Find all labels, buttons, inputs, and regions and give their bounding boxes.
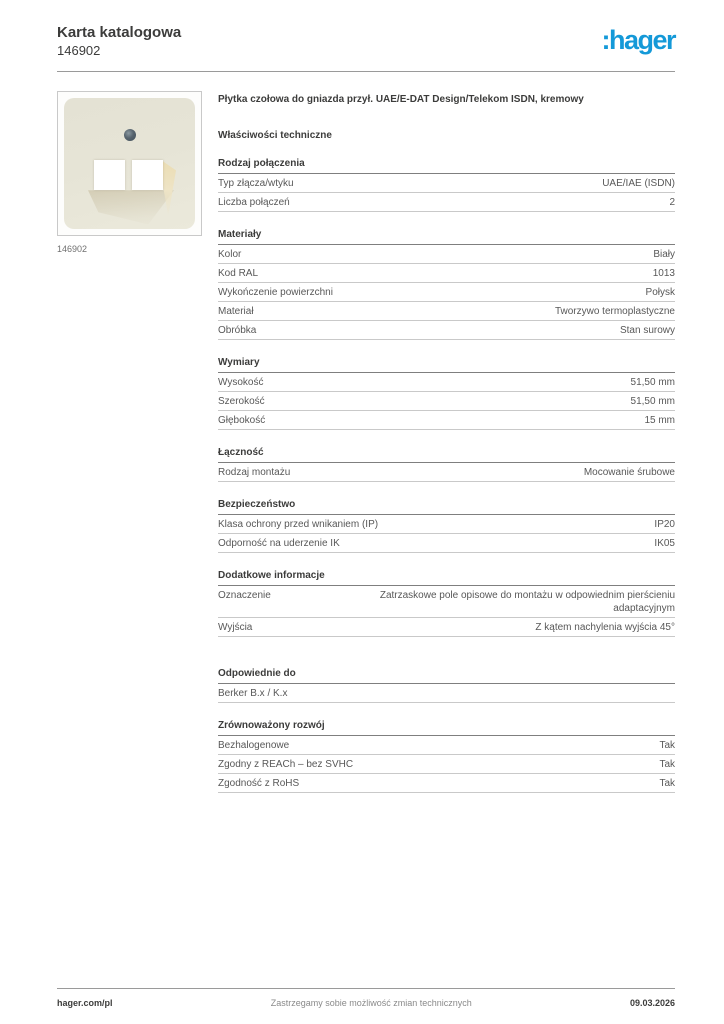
header-divider <box>57 71 675 72</box>
section-lacznosc <box>218 447 675 482</box>
spec-value: 2 <box>669 197 675 209</box>
section-title: Bezpieczeństwo <box>218 499 675 515</box>
table-row <box>218 245 675 264</box>
faceplate-fold-highlight <box>163 160 176 216</box>
table-row <box>218 534 675 553</box>
spec-value: 51,50 mm <box>630 377 675 389</box>
spec-value: Mocowanie śrubowe <box>583 467 675 479</box>
screw-icon <box>124 129 136 141</box>
spec-label: Wyjścia <box>218 622 253 634</box>
table-row <box>218 755 675 774</box>
table-row <box>218 283 675 302</box>
table-row <box>218 411 675 430</box>
table-row <box>218 684 675 703</box>
section-dodatkowe-informacje <box>218 570 675 637</box>
section-title: Dodatkowe informacje <box>218 570 675 586</box>
section-title: Zrównoważony rozwój <box>218 720 675 736</box>
spec-label: Liczba połączeń <box>218 197 290 209</box>
product-image <box>57 91 202 236</box>
spec-value: Z kątem nachylenia wyjścia 45° <box>535 622 675 634</box>
spec-label: Kod RAL <box>218 268 259 280</box>
section-title: Rodzaj połączenia <box>218 158 675 174</box>
spec-value: Tak <box>659 740 675 752</box>
spec-label: Wykończenie powierzchni <box>218 287 333 299</box>
table-row <box>218 463 675 482</box>
header-titles <box>57 24 181 58</box>
spec-label: Rodzaj montażu <box>218 467 291 479</box>
jack-opening-right <box>132 160 163 190</box>
table-row <box>218 618 675 637</box>
footer-disclaimer: Zastrzegamy sobie możliwość zmian technicznych <box>270 998 472 1008</box>
spec-value: IP20 <box>654 519 675 531</box>
spec-value: 1013 <box>652 268 675 280</box>
section-materialy <box>218 229 675 340</box>
spec-value: Tworzywo termoplastyczne <box>554 306 675 318</box>
section-bezpieczenstwo <box>218 499 675 553</box>
properties-heading: Właściwości techniczne <box>218 130 332 142</box>
table-row <box>218 515 675 534</box>
spec-label: Typ złącza/wtyku <box>218 178 294 190</box>
spec-value: 51,50 mm <box>630 396 675 408</box>
spec-value: Połysk <box>645 287 675 299</box>
section-rodzaj-polaczenia <box>218 158 675 212</box>
table-row <box>218 193 675 212</box>
spec-label: Obróbka <box>218 325 257 337</box>
spec-label: Zgodny z REACh – bez SVHC <box>218 759 354 771</box>
section-odpowiednie-do <box>218 668 675 703</box>
spec-value: Stan surowy <box>619 325 675 337</box>
spec-label: Bezhalogenowe <box>218 740 290 752</box>
spec-label: Oznaczenie <box>218 590 271 602</box>
product-image-column <box>57 91 202 793</box>
section-zrownowazony-rozwoj <box>218 720 675 793</box>
spec-label: Odporność na uderzenie IK <box>218 538 340 550</box>
main-content <box>57 91 675 793</box>
spec-value: Tak <box>659 759 675 771</box>
jack-opening-left <box>94 160 125 190</box>
table-row <box>218 174 675 193</box>
product-description: Płytka czołowa do gniazda przył. UAE/E-DAT Design/Telekom ISDN, kremowy <box>218 94 584 106</box>
faceplate-shadow <box>88 190 174 228</box>
spec-label: Materiał <box>218 306 254 318</box>
section-title: Odpowiednie do <box>218 668 675 684</box>
spec-label: Głębokość <box>218 415 266 427</box>
spec-value: Zatrzaskowe pole opisowe do montażu w odpowiednim pierścieniu adaptacyjnym <box>379 590 675 615</box>
spec-label: Klasa ochrony przed wnikaniem (IP) <box>218 519 379 531</box>
image-caption: 146902 <box>57 244 88 255</box>
spec-label: Wysokość <box>218 377 264 389</box>
spec-label: Berker B.x / K.x <box>218 688 288 700</box>
spec-value: Tak <box>659 778 675 790</box>
specs-column <box>218 91 675 793</box>
table-row <box>218 586 675 618</box>
table-row <box>218 373 675 392</box>
table-row <box>218 392 675 411</box>
spec-value: 15 mm <box>644 415 675 427</box>
section-title: Materiały <box>218 229 675 245</box>
footer-website-link[interactable]: hager.com/pl <box>57 998 113 1008</box>
spec-value: UAE/IAE (ISDN) <box>602 178 675 190</box>
page-title: Karta katalogowa <box>57 24 182 41</box>
faceplate-graphic <box>64 98 195 229</box>
header <box>57 24 675 58</box>
footer-date: 09.03.2026 <box>629 998 675 1008</box>
table-row <box>218 264 675 283</box>
hager-logo: :hager <box>601 25 675 55</box>
table-row <box>218 774 675 793</box>
header-product-code: 146902 <box>57 43 101 59</box>
footer <box>57 988 675 1008</box>
table-row <box>218 736 675 755</box>
spec-label: Kolor <box>218 249 242 261</box>
table-row <box>218 302 675 321</box>
table-row <box>218 321 675 340</box>
section-title: Wymiary <box>218 357 675 373</box>
spec-value: Biały <box>653 249 675 261</box>
spec-label: Zgodność z RoHS <box>218 778 300 790</box>
section-wymiary <box>218 357 675 430</box>
spec-label: Szerokość <box>218 396 265 408</box>
section-title: Łączność <box>218 447 675 463</box>
spec-value: IK05 <box>654 538 675 550</box>
